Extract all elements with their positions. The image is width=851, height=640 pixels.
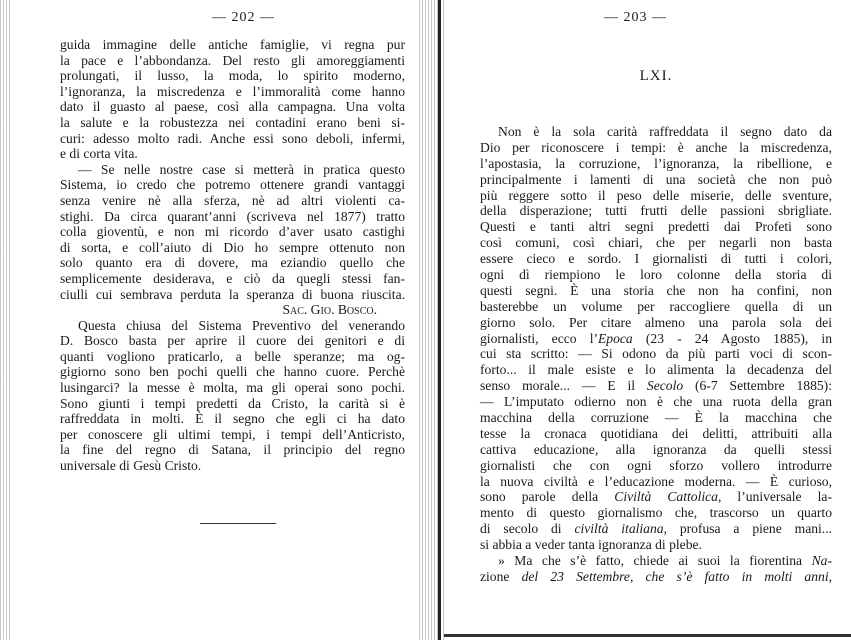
text-segment: lusingarci? la messe è molta, ma gli operai sono pochi.: [60, 380, 405, 396]
left-page-text: [60, 37, 405, 474]
text-segment: questi segni. È una storia che non ha confini, non: [480, 282, 832, 298]
text-line: [480, 299, 832, 315]
text-segment: (23 - 24 Agosto 1885), in: [632, 330, 832, 346]
text-segment: giornalisti, ecco l’: [480, 330, 598, 346]
text-segment: universale di Gesù Cristo.: [60, 458, 202, 474]
text-line: [480, 203, 832, 219]
text-line: [60, 318, 405, 334]
text-line: [480, 267, 832, 283]
text-segment: l’apostasia, la corruzione, l’ignoranza, la ribellione, e: [480, 155, 832, 171]
text-segment: di sorta, e coll’aiuto di Dio ho sempre ottenuto non: [60, 239, 405, 255]
text-segment: guida immagine delle antiche famiglie, vi regna pur: [60, 37, 405, 52]
text-line: [480, 537, 832, 553]
text-segment: Questa chiusa del Sistema Preventivo del venerando: [78, 317, 405, 333]
text-segment: forto... il male esiste e lo alimenta la decadenza del: [480, 362, 832, 378]
text-segment: solo quanto era di dovere, ma eziandio quello che: [60, 255, 405, 271]
text-line: [60, 364, 405, 380]
text-line: [480, 251, 832, 267]
text-line: [60, 131, 405, 147]
text-line: [60, 209, 405, 225]
text-line: [60, 411, 405, 427]
text-segment: zione: [480, 568, 510, 584]
right-page-text: [480, 124, 832, 585]
text-line: [60, 442, 405, 458]
text-line: [480, 315, 832, 331]
text-segment: Sistema, io credo che potremo ottenere grandi vantaggi: [60, 177, 405, 193]
italic-text: Civiltà Cattolica: [614, 489, 718, 505]
text-line: [480, 569, 832, 585]
text-line: [480, 394, 832, 410]
text-line: [480, 489, 832, 505]
text-line: [480, 188, 832, 204]
text-segment: Dio per riconoscere i tempi: è anche la miscredenza,: [480, 139, 832, 155]
text-line: [480, 331, 832, 347]
text-line: [60, 240, 405, 256]
text-segment: prolungati, il lusso, la moda, lo spirito moderno,: [60, 68, 405, 84]
text-line: [480, 378, 832, 394]
text-line: [60, 115, 405, 131]
gutter-fold: [438, 0, 441, 640]
text-line: [60, 53, 405, 69]
text-line: [60, 99, 405, 115]
text-segment: raffreddata in molti. È il segno che egli ci ha dato: [60, 411, 405, 427]
text-segment: e di corta vita.: [60, 146, 138, 162]
text-segment: Sono giunti i tempi predetti da Cristo, la carità si è: [60, 395, 405, 411]
text-line: [60, 271, 405, 287]
text-segment: mento di questo giornalismo che, trascorso un quarto: [480, 505, 832, 521]
text-segment: per conoscere gli ultimi tempi, i tempi dell’Anticristo,: [60, 426, 405, 442]
text-line: [480, 219, 832, 235]
italic-text: del 23 Settembre, che s’è fatto in molti anni,: [509, 568, 832, 584]
text-segment: semplicemente desiderava, e ciò da quegli stessi fan-: [60, 270, 405, 286]
text-line: [60, 458, 405, 474]
text-segment: ogni dì riempiono le loro colonne della storia di: [480, 267, 832, 283]
text-segment: della disperazione; tutti frutti delle passioni sbrigliate.: [480, 203, 832, 219]
text-line: [480, 505, 832, 521]
text-segment: quanti vogliono praticarlo, a belle speranze; ma og-: [60, 348, 405, 364]
text-segment: dato il guasto al paese, così alla campagna. Una volta: [60, 99, 405, 115]
text-segment: la nuova civiltà e l’educazione moderna. — È curioso,: [480, 473, 832, 489]
text-line: [480, 426, 832, 442]
text-segment: — Se nelle nostre case si metterà in pratica questo: [78, 161, 405, 177]
text-segment: più reggere sotto il peso delle miserie, delle sventure,: [480, 187, 832, 203]
signature: [60, 302, 405, 318]
text-segment: gigiorno sono ben pochi quelli che hanno cuore. Perchè: [60, 364, 405, 380]
text-line: [480, 458, 832, 474]
text-segment: ciulli cui sembrava perduta la speranza di buona riuscita.: [60, 286, 405, 302]
text-segment: Questi e tanti altri segni predetti dai Profeti sono: [480, 219, 832, 235]
text-line: [480, 362, 832, 378]
text-segment: — L’imputato odierno non è che una ruota della gran: [480, 394, 832, 410]
text-line: [60, 255, 405, 271]
text-line: [60, 146, 405, 162]
text-line: [60, 193, 405, 209]
text-line: [60, 427, 405, 443]
text-segment: sono parole della: [480, 489, 615, 505]
text-line: [480, 521, 832, 537]
text-segment: si abbia a veder tanta ignoranza di plebe.: [480, 537, 702, 553]
text-line: [60, 177, 405, 193]
text-segment: essere cieco e sordo. I giornalisti di tutti i colori,: [480, 251, 832, 267]
text-segment: cui sta scritto: — Si odono da più parti voci di scon-: [480, 346, 832, 362]
text-segment: cattiva educazione, alla ignoranza da quelli stessi: [480, 441, 832, 457]
text-segment: , l’universale la-: [717, 489, 832, 505]
text-line: [480, 156, 832, 172]
text-line: [60, 224, 405, 240]
text-segment: di secolo di: [480, 521, 575, 537]
text-line: [60, 287, 405, 303]
italic-text: Secolo: [646, 378, 684, 394]
text-line: [60, 162, 405, 178]
text-segment: stighi. Da circa quarant’anni (scriveva nel 1877) tratto: [60, 208, 405, 224]
text-line: [480, 410, 832, 426]
text-line: [480, 172, 832, 188]
text-segment: curi: adesso molto radi. Anche essi sono deboli, infermi,: [60, 130, 405, 146]
text-segment: senso morale... — E il: [480, 378, 647, 394]
text-segment: Sac. Gio. Bosco.: [282, 302, 377, 318]
text-line: [60, 84, 405, 100]
text-line: [480, 553, 832, 569]
text-segment: tesse la cronaca quotidiana dei delitti, attribuiti alla: [480, 425, 832, 441]
text-segment: la salute e la robustezza nei contadini erano beni si-: [60, 114, 405, 130]
text-line: [480, 346, 832, 362]
text-segment: » Ma che s’è fatto, chiede ai suoi la fiorentina: [498, 553, 812, 569]
italic-text: Epoca: [598, 330, 633, 346]
text-segment: Non è la sola carità raffreddata il segno dato da: [498, 124, 832, 139]
end-rule: [200, 523, 276, 524]
text-segment: (6-7 Settembre 1885):: [683, 378, 832, 394]
text-segment: giorno solo. Per citare almeno una parola sola dei: [480, 314, 832, 330]
page-number-left: — 202 —: [212, 10, 275, 25]
text-segment: l’ignoranza, la miscredenza e l’immoralità come hanno: [60, 83, 405, 99]
text-segment: basterebbe un volume per raccogliere quella di un: [480, 298, 832, 314]
text-line: [480, 235, 832, 251]
text-line: [60, 380, 405, 396]
text-segment: la pace e l’abbondanza. Del resto gli amoreggiamenti: [60, 52, 405, 68]
text-line: [480, 283, 832, 299]
text-line: [480, 442, 832, 458]
text-line: [60, 333, 405, 349]
page-edge-shadow: [0, 0, 12, 640]
text-segment: , profusa a piene mani...: [663, 521, 832, 537]
page-bottom-edge: [444, 634, 851, 637]
italic-text: civiltà italiana: [574, 521, 664, 537]
text-line: [60, 68, 405, 84]
text-segment: principalmente i lamenti di una società che non può: [480, 171, 832, 187]
text-line: [60, 349, 405, 365]
text-segment: giornalisti che con ogni sforzo vollero introdurre: [480, 457, 832, 473]
text-segment: senza venire nè alla sferza, nè ad altri violenti ca-: [60, 192, 405, 208]
text-line: [60, 396, 405, 412]
text-line: [480, 140, 832, 156]
text-segment: così comuni, così chiari, che per negarli non basta: [480, 235, 832, 251]
chapter-heading: LXI.: [639, 68, 673, 84]
text-segment: macchina della corruzione — È la macchina che: [480, 410, 832, 426]
text-segment: colla gioventù, e non mi ricordo d’aver usato castighi: [60, 224, 405, 240]
italic-text: Na-: [811, 553, 832, 569]
text-line: [480, 474, 832, 490]
text-line: [480, 124, 832, 140]
text-segment: D. Bosco basta per aprire il cuore dei genitori e di: [60, 333, 405, 349]
text-segment: la fine del regno di Satana, il principio del regno: [60, 442, 405, 458]
text-line: [60, 37, 405, 53]
page-number-right: — 203 —: [604, 10, 667, 25]
